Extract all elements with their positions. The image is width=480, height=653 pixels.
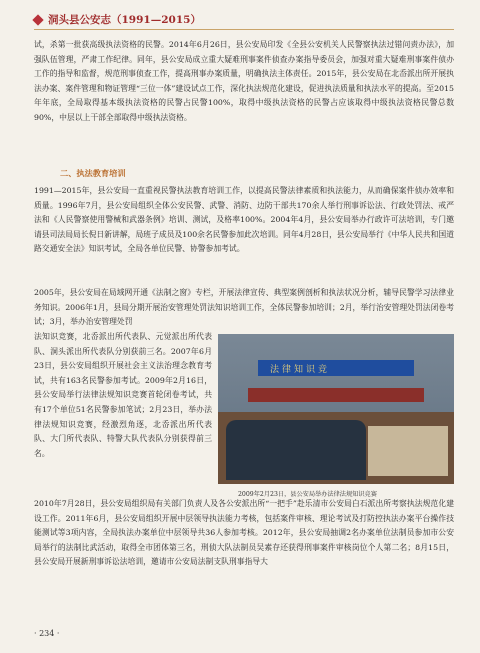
paragraph-4: 2010年7月28日，县公安局组织局有关部门负责人及各公安派出所“一把手”赴乐清市公安局白石派出所考察执法规范化建设工作。2011年6月，县公安局组织开展中层领导执法能力考核，包括案件审核、理论考试及打防控执法办案平台操作技能测试等3项内容，全局执法办案单位中层领导共36人参加考核。2012年，县公安局抽调2名办案单位法制员参加市公安局举行的法制比武活动，取得全市团体第三名，刑侦大队法制员吴素存还获得刑事案件审核岗位个人第二名；8月15日，县公安局开展新刑事诉讼法培训，邀请市公安局法制支队刑事指导大 bbox=[34, 499, 454, 567]
diamond-icon bbox=[32, 14, 43, 25]
photo-banner-text: 法律知识竞 bbox=[270, 365, 331, 375]
paragraph-3a: 2005年，县公安局在局域网开通《法制之窗》专栏，开展法律宣传、典型案例剖析和执法状况分析，辅导民警学习法律业务知识。2006年1月，县局分期开展治安管理处罚法知识培训工作，全体民警参加培训；2月，举行治安管理处罚法闭卷考试；3月，举办治安管理处罚 bbox=[34, 288, 454, 327]
photo-crowd bbox=[226, 420, 366, 480]
book-title: 洞头县公安志（1991—2015） bbox=[48, 14, 201, 26]
header-rule bbox=[34, 29, 454, 30]
paragraph-2: 1991—2015年，县公安局一直重视民警执法教育培训工作，以提高民警法律素质和执法能力，从而确保案件侦办效率和质量。1996年7月，县公安局组织全体公安民警、武警、消防、边防干部共170余人举行刑事诉讼法、行政处罚法、戒严法和《人民警察使用警械和武器条例》培训、测试，及格率100%。2004年4月，县公安局举办行政许可法培训，专门邀请县司法局局长倪日新讲解，局班子成员及100余名民警参加此次培训。同年4月28日，县公安局举行《中华人民共和国道路交通安全法》知识考试，全局各单位民警、协警参加考试。 bbox=[34, 186, 454, 254]
paragraph-1: 试，杀第一批获高级执法资格的民警。2014年6月26日，县公安局印发《全县公安机关人民警察执法过错问责办法》，加强队伍管理，严肃工作纪律。同年，县公安局成立重大疑难刑事案件侦查办案指导委员会，加强对重大疑难刑事案件侦办工作的指导和监督，规范刑事侦查工作，提高刑事办案质量，明确执法主体责任。2015年，县公安局在北岙派出所开展执法办案、案件管理和物证管理“三位一体”建设试点工作，深化执法规范化建设，促进执法质量和执法水平的提高。至2015年年底，全局取得基本级执法资格的民警占民警100%，取得中级执法资格的民警占应该取得中级执法资格民警总数90%，中层以上干部全部取得中级执法资格。 bbox=[34, 40, 454, 122]
page-header bbox=[34, 12, 454, 30]
section-heading: 二、执法教育培训 bbox=[60, 168, 126, 178]
photo-desks bbox=[368, 426, 448, 476]
paragraph-3b: 法知识竞赛，北岙派出所代表队、元觉派出所代表队、洞头派出所代表队分别获前三名。2007年6月23日，县公安局组织开展社会主义法治理念教育考试，共有163名民警参加考试。2009年2月16日，县公安局举行法律法规知识竞赛首轮闭卷考试，共有17个单位51名民警参加笔试；2月23日，举办法律法规知识竞赛，经激烈角逐，北岙派出所代表队、大门所代表队、特警大队代表队分别获得前三名。 bbox=[34, 332, 212, 458]
event-photo bbox=[218, 334, 454, 484]
photo-caption: 2009年2月23日，县公安局举办法律法规知识竞赛 bbox=[238, 491, 377, 498]
page-number: · 234 · bbox=[34, 629, 60, 638]
photo-stage bbox=[248, 388, 424, 402]
